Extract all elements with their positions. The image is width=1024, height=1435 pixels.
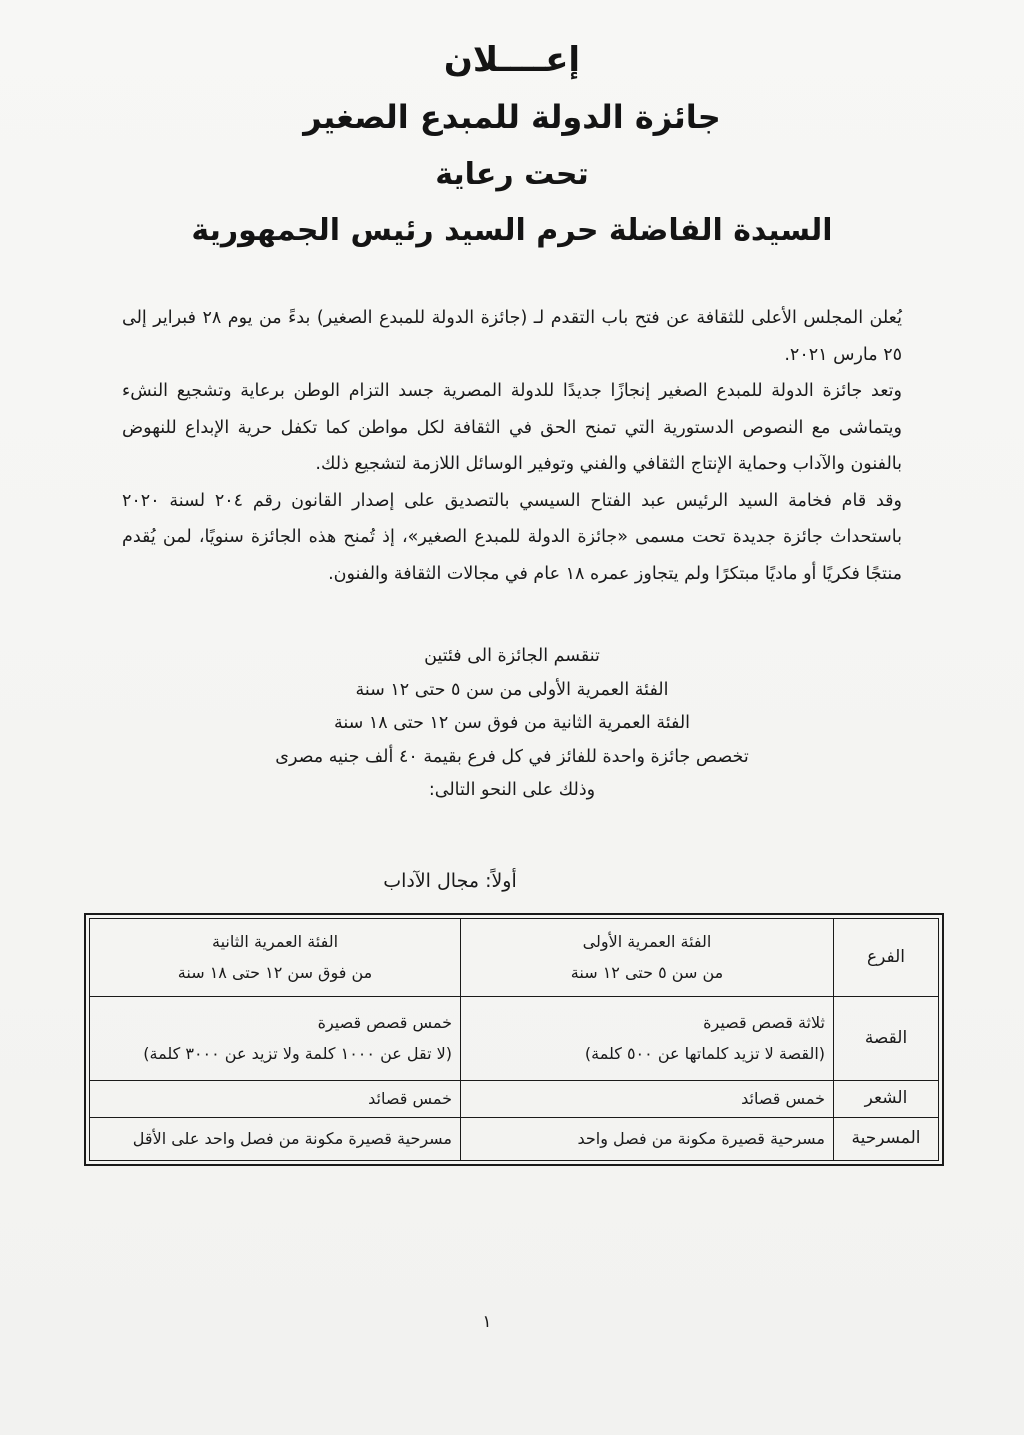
header-group2-range: من فوق سن ١٢ حتى ١٨ سنة	[177, 963, 373, 983]
category-first: الفئة العمرية الأولى من سن ٥ حتى ١٢ سنة	[355, 679, 669, 700]
categories-block	[0, 640, 1024, 808]
row-group1: مسرحية قصيرة مكونة من فصل واحد	[461, 1117, 834, 1160]
row-group1	[461, 996, 834, 1080]
patronage-title: تحت رعاية	[435, 157, 589, 192]
prize-name-title: جائزة الدولة للمبدع الصغير	[303, 98, 721, 136]
categories-intro: تنقسم الجائزة الى فئتين	[424, 646, 600, 666]
row-group2	[90, 996, 461, 1080]
section-heading: أولاً: مجال الآداب	[383, 870, 517, 892]
header-group1	[461, 919, 834, 997]
row-branch: الشعر	[834, 1081, 939, 1118]
header-group1-range: من سن ٥ حتى ١٢ سنة	[570, 963, 724, 983]
row-group1-line1: ثلاثة قصص قصيرة	[703, 1013, 825, 1033]
row-group2-line2: (لا تقل عن ١٠٠٠ كلمة ولا تزيد عن ٣٠٠٠ كلمة)	[143, 1044, 452, 1064]
literature-table-frame	[84, 913, 944, 1166]
category-second: الفئة العمرية الثانية من فوق سن ١٢ حتى ١٨ سنة	[333, 713, 691, 733]
body-paragraph-2: وتعد جائزة الدولة للمبدع الصغير إنجازًا جديدًا للدولة المصرية جسد التزام الوطن برعاية وتشجيع النشء ويتماشى مع النصوص الدستورية التي تمنح الحق في الثقافة لكل مواطن كما تكفل حرية الإبداع للنهوض بالفنون والآداب وحماية الإنتاج الثقافي والفني وتوفير الوسائل اللازمة لتشجيع ذلك.	[122, 381, 902, 474]
prize-amount: تخصص جائزة واحدة للفائز في كل فرع بقيمة ٤٠ ألف جنيه مصرى	[275, 746, 749, 767]
header-branch: الفرع	[834, 919, 939, 997]
table-row	[90, 1081, 939, 1118]
row-group2-line1: خمس قصص قصيرة	[317, 1013, 452, 1033]
table-row	[90, 1117, 939, 1160]
header-group2	[90, 919, 461, 997]
announcement-body	[122, 300, 902, 592]
row-branch: المسرحية	[834, 1117, 939, 1160]
table-header-row	[90, 919, 939, 997]
header-group2-title: الفئة العمرية الثانية	[211, 932, 339, 952]
announcement-title: إعــــلان	[443, 40, 581, 80]
row-group2: خمس قصائد	[90, 1081, 461, 1118]
row-group1: خمس قصائد	[461, 1081, 834, 1118]
table-row	[90, 996, 939, 1080]
body-paragraph-3: وقد قام فخامة السيد الرئيس عبد الفتاح السيسي بالتصديق على إصدار القانون رقم ٢٠٤ لسنة ٢٠٢٠ باستحداث جائزة جديدة تحت مسمى «جائزة الدولة للمبدع الصغير»، إذ تُمنح هذه الجائزة سنويًا، لمن يُقدم منتجًا فكريًا أو ماديًا مبتكرًا ولم يتجاوز عمره ١٨ عام في مجالات الثقافة والفنون.	[122, 490, 903, 584]
row-branch: القصة	[834, 996, 939, 1080]
literature-table	[89, 918, 939, 1161]
page-number: ١	[482, 1312, 492, 1332]
header-group1-title: الفئة العمرية الأولى	[582, 932, 712, 952]
body-paragraph-1: يُعلن المجلس الأعلى للثقافة عن فتح باب التقدم لـ (جائزة الدولة للمبدع الصغير) بدءً من يوم ٢٨ فبراير إلى ٢٥ مارس ٢٠٢١.	[122, 308, 902, 365]
patron-title: السيدة الفاضلة حرم السيد رئيس الجمهورية	[191, 213, 833, 248]
row-group1-line2: (القصة لا تزيد كلماتها عن ٥٠٠ كلمة)	[584, 1044, 825, 1064]
manner-line: وذلك على النحو التالى:	[428, 780, 596, 800]
row-group2: مسرحية قصيرة مكونة من فصل واحد على الأقل	[90, 1117, 461, 1160]
title-block	[0, 38, 1024, 260]
